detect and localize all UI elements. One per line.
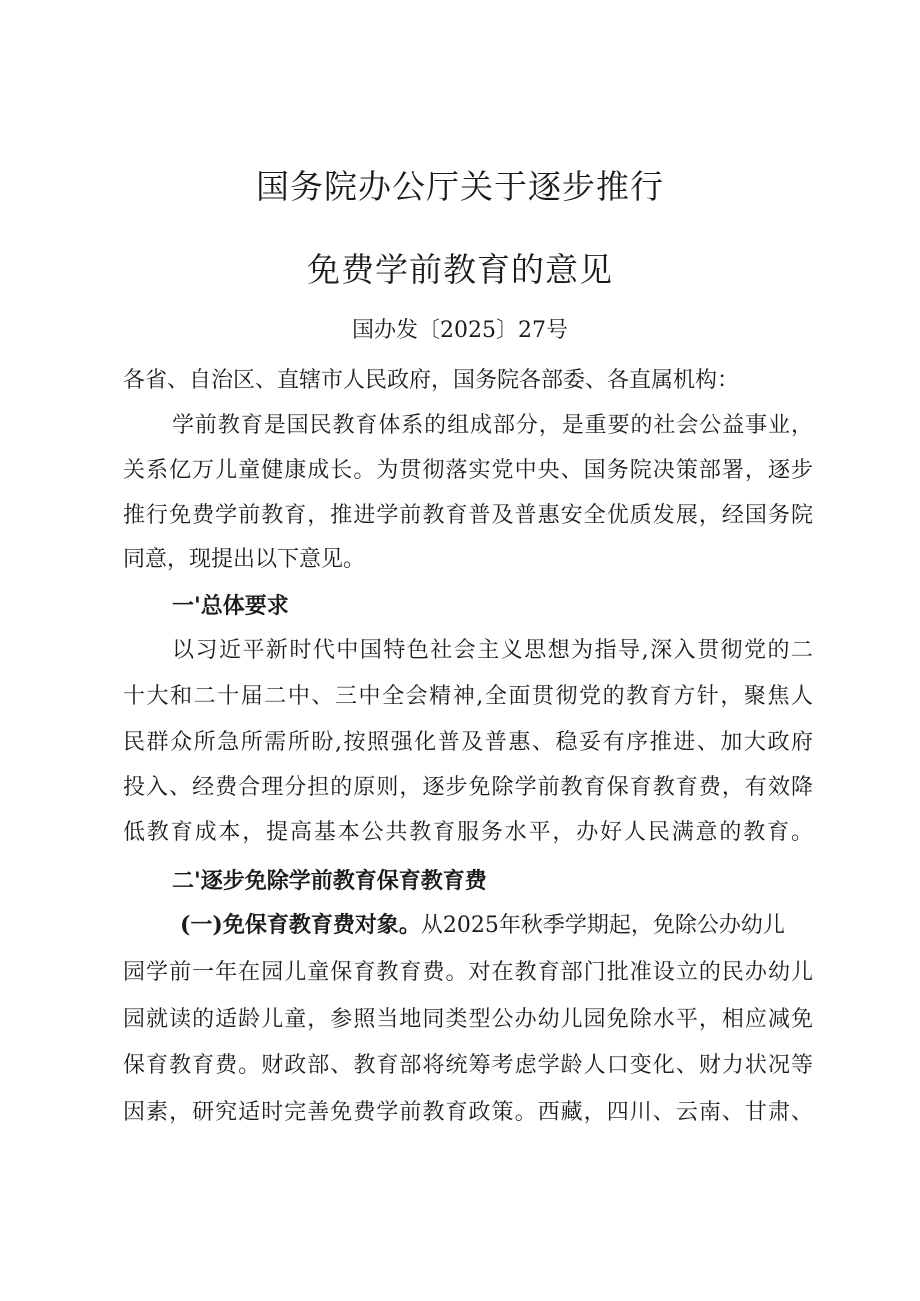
intro-line-1: 学前教育是国民教育体系的组成部分，是重要的社会公益事业，	[172, 413, 813, 438]
item-1-line-2: 园学前一年在园儿童保育教育费。对在教育部门批准设立的民办幼儿	[123, 960, 813, 985]
section-1-heading: 一'总体要求	[172, 593, 289, 619]
salutation: 各省、自治区、直辖市人民政府，国务院各部委、各直属机构：	[123, 368, 740, 393]
intro-line-2: 关系亿万儿童健康成长。为贯彻落实党中央、国务院决策部署，逐步	[123, 458, 813, 483]
item-1-line-3: 园就读的适龄儿童，参照当地同类型公办幼儿园免除水平，相应减免	[123, 1007, 813, 1032]
document-title-line-2: 免费学前教育的意见	[307, 250, 613, 289]
section-1-line-1: 以习近平新时代中国特色社会主义思想为指导,深入贯彻党的二	[172, 638, 813, 663]
section-1-line-5: 低教育成本，提高基本公共教育服务水平，办好人民满意的教育。	[123, 820, 813, 845]
section-2-heading: 二'逐步免除学前教育保育教育费	[172, 868, 487, 894]
intro-line-3: 推行免费学前教育，推进学前教育普及普惠安全优质发展，经国务院	[123, 503, 813, 528]
section-1-line-2: 十大和二十届二中、三中全会精神,全面贯彻党的教育方针，聚焦人	[123, 684, 813, 709]
item-1-first-line	[180, 908, 813, 943]
section-1-line-4: 投入、经费合理分担的原则，逐步免除学前教育保育教育费，有效降	[123, 775, 813, 800]
document-title-line-1: 国务院办公厅关于逐步推行	[256, 167, 664, 206]
intro-line-4: 同意，现提出以下意见。	[123, 547, 366, 572]
document-number: 国办发〔2025〕27号	[352, 318, 568, 343]
item-1-lead: (一)免保育教育费对象。	[180, 912, 421, 938]
item-1-line-4: 保育教育费。财政部、教育部将统筹考虑学龄人口变化、财力状况等	[123, 1053, 813, 1078]
item-1-line-5: 因素，研究适时完善免费学前教育政策。西藏，四川、云南、甘肃、	[123, 1100, 813, 1125]
section-1-line-3: 民群众所急所需所盼,按照强化普及普惠、稳妥有序推进、加大政府	[123, 730, 813, 755]
item-1-first-rest: 从2025年秋季学期起，免除公办幼儿	[420, 913, 785, 938]
